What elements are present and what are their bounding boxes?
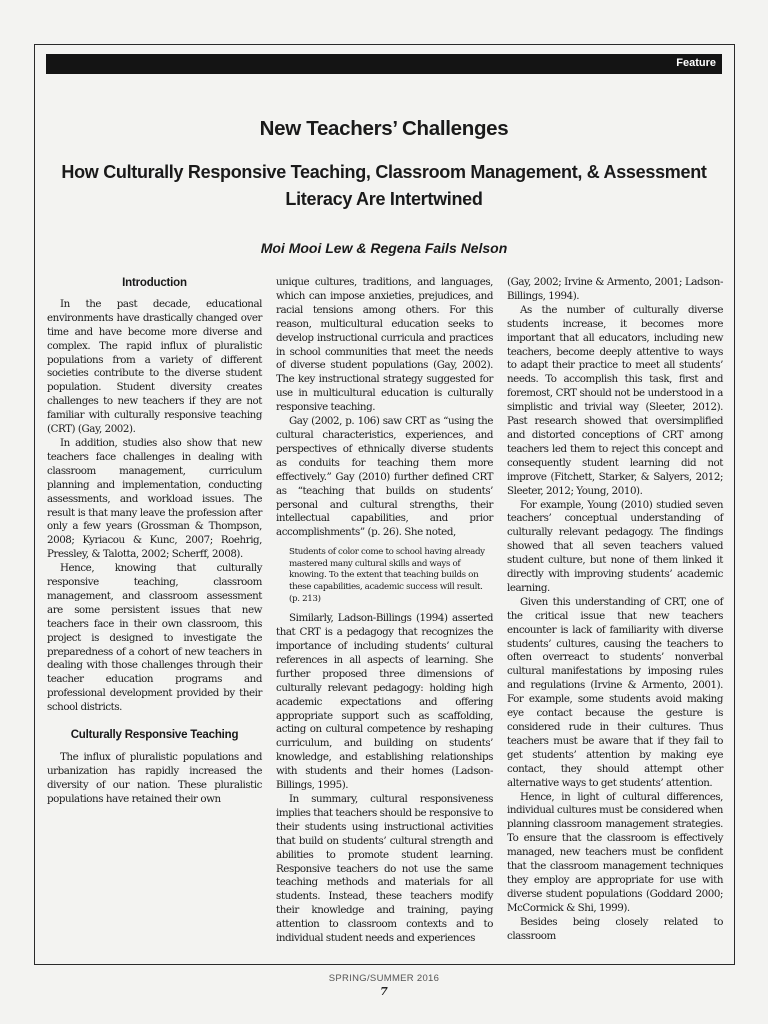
paragraph: In the past decade, educational environments have drastically changed over time and have become more diverse and complex. The rapid influx of pluralistic populations from a variety of different societies contribute to the diverse student population. Student diversity creates challenges to new teachers if they are not familiar with culturally responsive teaching (CRT) (Gay, 2002). bbox=[47, 297, 262, 436]
article-subtitle: How Culturally Responsive Teaching, Classroom Management, & Assessment Literacy Are Intertwined bbox=[61, 162, 707, 209]
block-quote: Students of color come to school having already mastered many cultural skills and ways of knowing. To the extent that teaching builds on these capabilities, academic success will result. (p. 213) bbox=[289, 547, 485, 604]
article-title: New Teachers’ Challenges bbox=[259, 117, 509, 140]
paragraph: In addition, studies also show that new teachers face challenges in dealing with classroom management, curriculum planning and implementation, conducting assessments, and workload issues. The result is that many leave the profession after only a few years (Grossman & Thompson, 2008; Kyriacou & Kunc, 2007; Roehrig, Pressley, & Talotta, 2002; Scherff, 2008). bbox=[47, 436, 262, 561]
section-banner bbox=[46, 54, 722, 74]
paragraph: Given this understanding of CRT, one of the critical issue that new teachers encounter is lack of familiarity with diverse students’ cultures, causing the teachers to often overreact to students’ nonverbal cultural manifestations by imposing rules and regulations (Irvine & Armento, 2001). For example, some students avoid making eye contact because the gesture is considered rude in their cultures. Thus teachers must be aware that if they fail to get students’ attention by making eye contact, they should attempt other alternative ways to get students’ attention. bbox=[507, 595, 723, 789]
section-heading-introduction: Introduction bbox=[122, 277, 187, 289]
paragraph: As the number of culturally diverse students increase, it becomes more important that all educators, including new teachers, become deeply attentive to ways to adapt their practice to meet all students’ needs. To accomplish this task, first and foremost, CRT should not be understood in a simplistic and trivial way (Sleeter, 2012). Past research showed that oversimplified and distorted conceptions of CRT among teachers led them to reject this concept and consequently student learning did not improve (Fitchett, Starker, & Salyers, 2012; Sleeter, 2012; Young, 2010). bbox=[507, 303, 723, 497]
text-column-1 bbox=[47, 276, 262, 807]
paragraph: Gay (2002, p. 106) saw CRT as “using the cultural characteristics, experiences, and perspectives of ethnically diverse students as conduits for teaching them more effectively.” Gay (2010) further defined CRT as “teaching that builds on students’ personal and cultural strengths, their intellectual capabilities, and prior accomplishments” (p. 26). She noted, bbox=[276, 415, 493, 539]
section-heading-crt: Culturally Responsive Teaching bbox=[70, 729, 239, 742]
paragraph: For example, Young (2010) studied seven teachers’ conceptual understanding of culturally relevant pedagogy. The findings showed that all seven teachers valued student culture, but none of them linked it directly with improving students’ academic learning. bbox=[507, 498, 723, 594]
section-label: Feature bbox=[676, 57, 716, 69]
paragraph: Hence, in light of cultural differences, individual cultures must be considered when planning classroom management strategies. To ensure that the classroom is effectively managed, new teachers must be confident that the classroom management techniques they employ are appropriate for use with diverse student populations (Goddard 2000; McCormick & Shi, 1999). bbox=[507, 790, 723, 914]
article-authors: Moi Mooi Lew & Regena Fails Nelson bbox=[260, 240, 508, 256]
paragraph: In summary, cultural responsiveness implies that teachers should be responsive to their students using instructional activities that build on students’ cultural strength and abilities to promote student learning. Responsive teachers do not use the same teaching methods and materials for all students. Instead, these teachers modify their knowledge and training, paying attention to classroom contexts and to individual student needs and experiences bbox=[276, 792, 493, 945]
paragraph: Hence, knowing that culturally responsive teaching, classroom management, and classroom assessment are some persistent issues that new teachers face in their own classroom, this project is designed to investigate the preparedness of a cohort of new teachers in dealing with those challenges through their teacher education programs and professional development provided by their school districts. bbox=[47, 562, 262, 714]
paragraph: Besides being closely related to classroom bbox=[507, 915, 723, 942]
text-column-3 bbox=[507, 276, 723, 944]
paragraph: (Gay, 2002; Irvine & Armento, 2001; Ladson-Billings, 1994). bbox=[507, 276, 723, 302]
page-number: 7 bbox=[380, 985, 388, 998]
text-column-2 bbox=[276, 276, 493, 946]
paragraph: The influx of pluralistic populations and urbanization has rapidly increased the diversity of our nation. These pluralistic populations have retained their own bbox=[47, 751, 262, 805]
footer-issue: SPRING/SUMMER 2016 bbox=[328, 973, 440, 984]
paragraph: unique cultures, traditions, and languages, which can impose anxieties, prejudices, and racial tensions among others. For this reason, multicultural education seeks to develop instructional curricula and practices in school communities that meet the needs of diverse student populations (Gay, 2002). The key instructional strategy suggested for use in multicultural education is culturally responsive teaching. bbox=[276, 276, 493, 414]
paragraph: Similarly, Ladson-Billings (1994) asserted that CRT is a pedagogy that recognizes the importance of including students’ cultural references in all aspects of learning. She further proposed three dimensions of culturally relevant pedagogy: holding high academic expectations and offering appropriate support such as scaffolding, acting on cultural competence by reshaping curriculum, and building on students’ knowledge, and establishing relationships with students and their homes (Ladson-Billings, 1995). bbox=[276, 612, 493, 792]
